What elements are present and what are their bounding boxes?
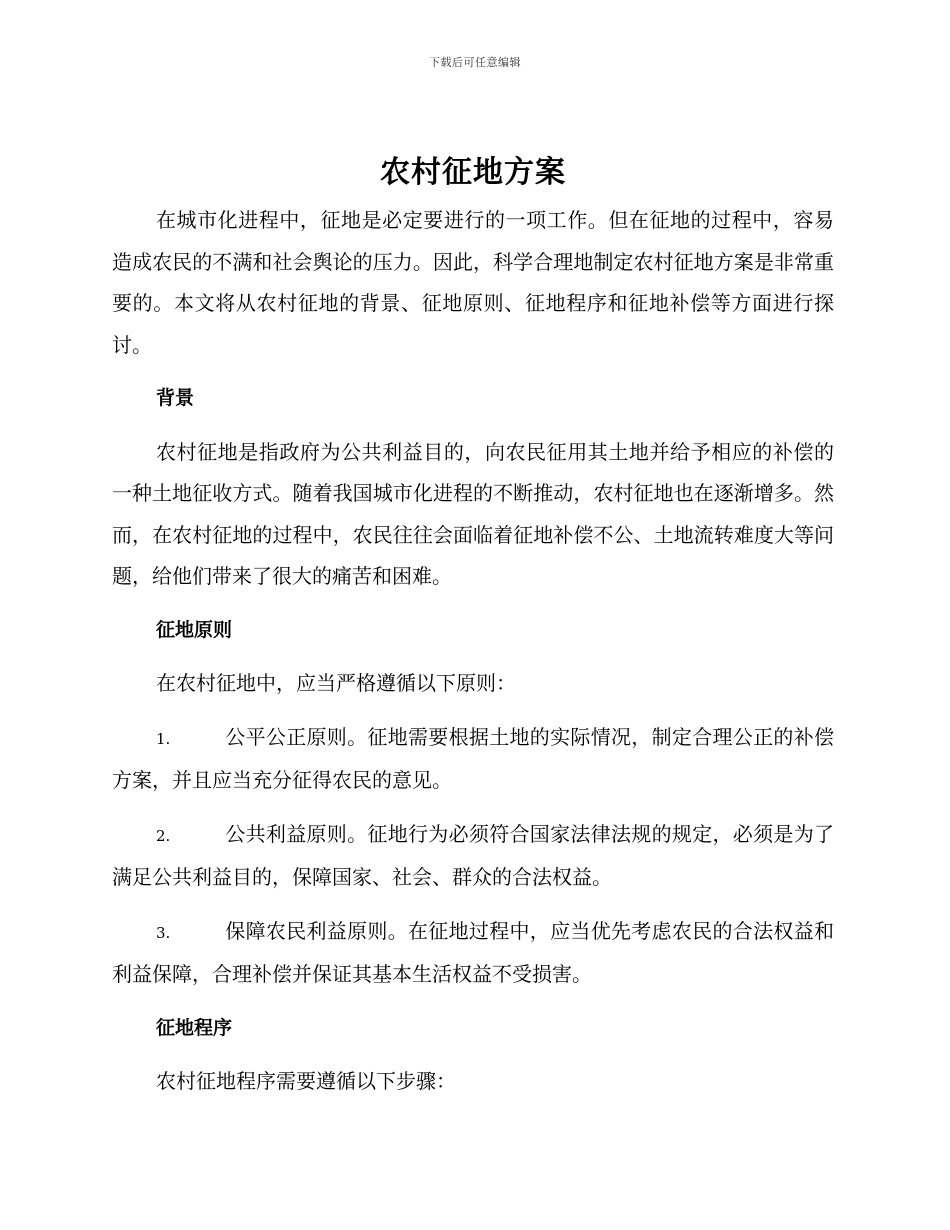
list-item — [112, 717, 834, 802]
list-number: 2. — [156, 826, 171, 845]
section-heading-procedure: 征地程序 — [156, 1016, 233, 1039]
list-item — [112, 911, 834, 996]
list-item-text: 公平公正原则。征地需要根据土地的实际情况，制定合理公正的补偿方案，并且应当充分征得农民的意见。 — [112, 724, 834, 792]
background-paragraph: 农村征地是指政府为公共利益目的，向农民征用其土地并给予相应的补偿的一种土地征收方式。随着我国城市化进程的不断推动，农村征地也在逐渐增多。然而，在农村征地的过程中，农民往往会面临着征地补偿不公、土地流转难度大等问题，给他们带来了很大的痛苦和困难。 — [112, 439, 834, 588]
list-item — [112, 814, 834, 899]
section-heading-principles: 征地原则 — [156, 618, 233, 641]
list-item-text: 公共利益原则。征地行为必须符合国家法律法规的规定，必须是为了满足公共利益目的，保障国家、社会、群众的合法权益。 — [112, 821, 834, 889]
list-number: 3. — [156, 923, 171, 942]
principles-lead: 在农村征地中，应当严格遵循以下原则： — [156, 671, 516, 695]
header-note: 下载后可任意编辑 — [429, 56, 521, 69]
intro-paragraph: 在城市化进程中，征地是必定要进行的一项工作。但在征地的过程中，容易造成农民的不满和社会舆论的压力。因此，科学合理地制定农村征地方案是非常重要的。本文将从农村征地的背景、征地原则、征地程序和征地补偿等方面进行探讨。 — [112, 208, 834, 357]
document-title: 农村征地方案 — [380, 155, 566, 190]
list-item-text: 保障农民利益原则。在征地过程中，应当优先考虑农民的合法权益和利益保障，合理补偿并保证其基本生活权益不受损害。 — [112, 918, 834, 986]
list-number: 1. — [156, 729, 171, 748]
procedure-lead: 农村征地程序需要遵循以下步骤： — [156, 1069, 456, 1093]
document-body — [112, 148, 834, 1103]
section-heading-background: 背景 — [156, 387, 195, 409]
